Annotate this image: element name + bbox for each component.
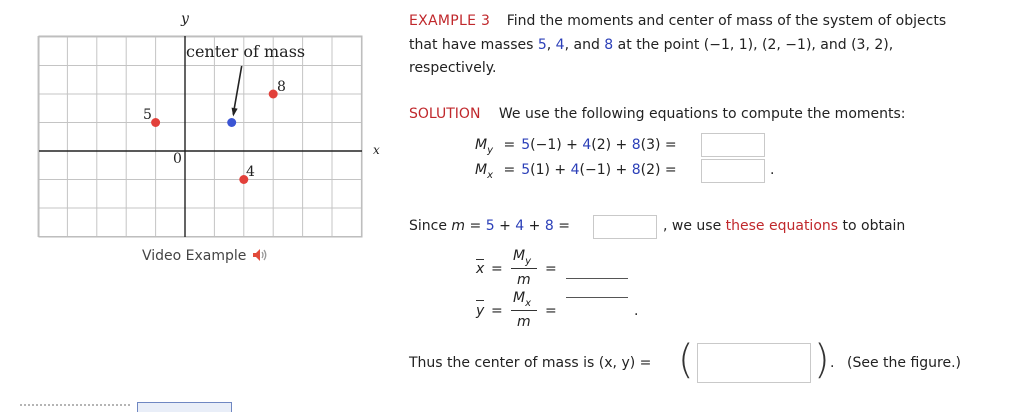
mx-mass-3: 8	[631, 162, 641, 178]
grid	[38, 36, 362, 237]
y-bar-equals: =	[491, 303, 503, 319]
my-mass-2: 4	[582, 137, 592, 153]
moment-my-row	[475, 137, 677, 156]
sum-mass-3: 8	[544, 218, 554, 234]
points-text: at the point (−1, 1), (2, −1), and (3, 2),	[613, 37, 894, 53]
mass-value-1: 5	[537, 37, 547, 53]
since-text: Since	[409, 218, 452, 234]
my-answer-input[interactable]	[701, 133, 765, 157]
y-bar-answer-blank[interactable]	[566, 297, 628, 298]
sum-mass-2: 4	[515, 218, 525, 234]
example-heading-line	[409, 13, 946, 29]
these-equations-link[interactable]: these equations	[725, 218, 839, 234]
mass-label-8: 8	[277, 79, 286, 95]
mx-term: (1) +	[530, 162, 571, 178]
y-bar-overline	[476, 300, 484, 301]
arrow-shaft	[233, 66, 242, 115]
num-symbol: M	[513, 290, 526, 306]
close-paren: )	[814, 337, 830, 383]
since-text: , we use	[663, 218, 726, 234]
since-continuation	[663, 218, 905, 234]
since-line	[409, 218, 570, 234]
mx-symbol: M	[475, 162, 488, 178]
conclusion-text: Thus the center of mass is (x, y) =	[409, 355, 652, 371]
bottom-dots	[20, 404, 130, 408]
y-fraction-equals: =	[545, 303, 557, 319]
sum-mass-1: 5	[485, 218, 495, 234]
x-bar-symbol: x	[476, 261, 485, 277]
mx-mass-1: 5	[521, 162, 531, 178]
x-fraction-equals: =	[545, 261, 557, 277]
x-fraction-denominator: m	[517, 272, 531, 288]
mass-point-5	[151, 118, 160, 127]
x-bar-equals: =	[491, 261, 503, 277]
intro-text: that have masses	[409, 37, 538, 53]
mass-value-2: 4	[555, 37, 565, 53]
open-paren: (	[678, 337, 694, 383]
num-subscript: x	[525, 297, 532, 309]
see-figure-text: (See the figure.)	[847, 355, 962, 371]
example-heading: EXAMPLE 3	[409, 13, 491, 29]
equals: =	[503, 137, 516, 153]
y-fraction-denominator: m	[517, 314, 531, 330]
mx-period: .	[770, 162, 775, 178]
y-bar-symbol: y	[476, 303, 485, 319]
m-variable: m	[451, 218, 466, 234]
since-text: to obtain	[838, 218, 906, 234]
solution-label: SOLUTION	[409, 106, 481, 122]
speaker-icon	[251, 247, 271, 263]
y-fraction-bar	[511, 310, 537, 311]
center-of-mass-label: center of mass	[186, 42, 306, 61]
my-term: (−1) +	[530, 137, 583, 153]
example-intro-line3: respectively.	[409, 60, 497, 76]
num-subscript: y	[525, 255, 532, 267]
separator: ,	[546, 37, 556, 53]
equals: =	[553, 218, 570, 234]
mass-label-5: 5	[143, 107, 152, 123]
y-axis-label: y	[181, 11, 189, 27]
video-example-link[interactable]	[142, 247, 271, 264]
x-bar-answer-blank[interactable]	[566, 278, 628, 279]
center-of-mass-point	[227, 118, 236, 127]
center-of-mass-arrow	[232, 66, 242, 117]
conclusion-period: .	[830, 355, 835, 371]
axes	[39, 36, 362, 237]
x-fraction-numerator	[513, 248, 531, 267]
x-fraction-bar	[511, 268, 537, 269]
x-axis-label: x	[373, 143, 380, 157]
mx-mass-2: 4	[570, 162, 580, 178]
grid-border	[39, 36, 362, 237]
y-fraction-numerator	[513, 290, 531, 309]
arrow-head	[232, 108, 238, 117]
equals: =	[465, 218, 486, 234]
my-term: (2) +	[591, 137, 632, 153]
mx-term: (2) =	[640, 162, 677, 178]
bottom-button[interactable]	[137, 402, 232, 412]
my-mass-1: 5	[521, 137, 531, 153]
mx-answer-input[interactable]	[701, 159, 765, 183]
mass-label-4: 4	[246, 164, 255, 180]
fraction-period: .	[634, 303, 639, 319]
video-example-label: Video Example	[142, 248, 247, 264]
my-subscript: y	[487, 144, 494, 156]
solution-text: We use the following equations to compute the moments:	[498, 106, 906, 122]
origin-label: 0	[173, 151, 182, 167]
my-mass-3: 8	[631, 137, 641, 153]
x-bar-overline	[476, 259, 484, 260]
my-term: (3) =	[640, 137, 677, 153]
mx-term: (−1) +	[579, 162, 632, 178]
separator: , and	[564, 37, 605, 53]
total-mass-input[interactable]	[593, 215, 657, 239]
equals: =	[503, 162, 516, 178]
plus: +	[494, 218, 516, 234]
example-intro-line1: Find the moments and center of mass of the system of objects	[506, 13, 947, 29]
solution-line	[409, 106, 906, 122]
center-of-mass-input[interactable]	[697, 343, 811, 383]
mass-value-3: 8	[604, 37, 614, 53]
moment-mx-row	[475, 162, 677, 181]
example-intro-line2	[409, 37, 893, 53]
num-symbol: M	[513, 248, 526, 264]
plus: +	[524, 218, 545, 234]
my-symbol: M	[475, 137, 488, 153]
mx-subscript: x	[487, 169, 494, 181]
